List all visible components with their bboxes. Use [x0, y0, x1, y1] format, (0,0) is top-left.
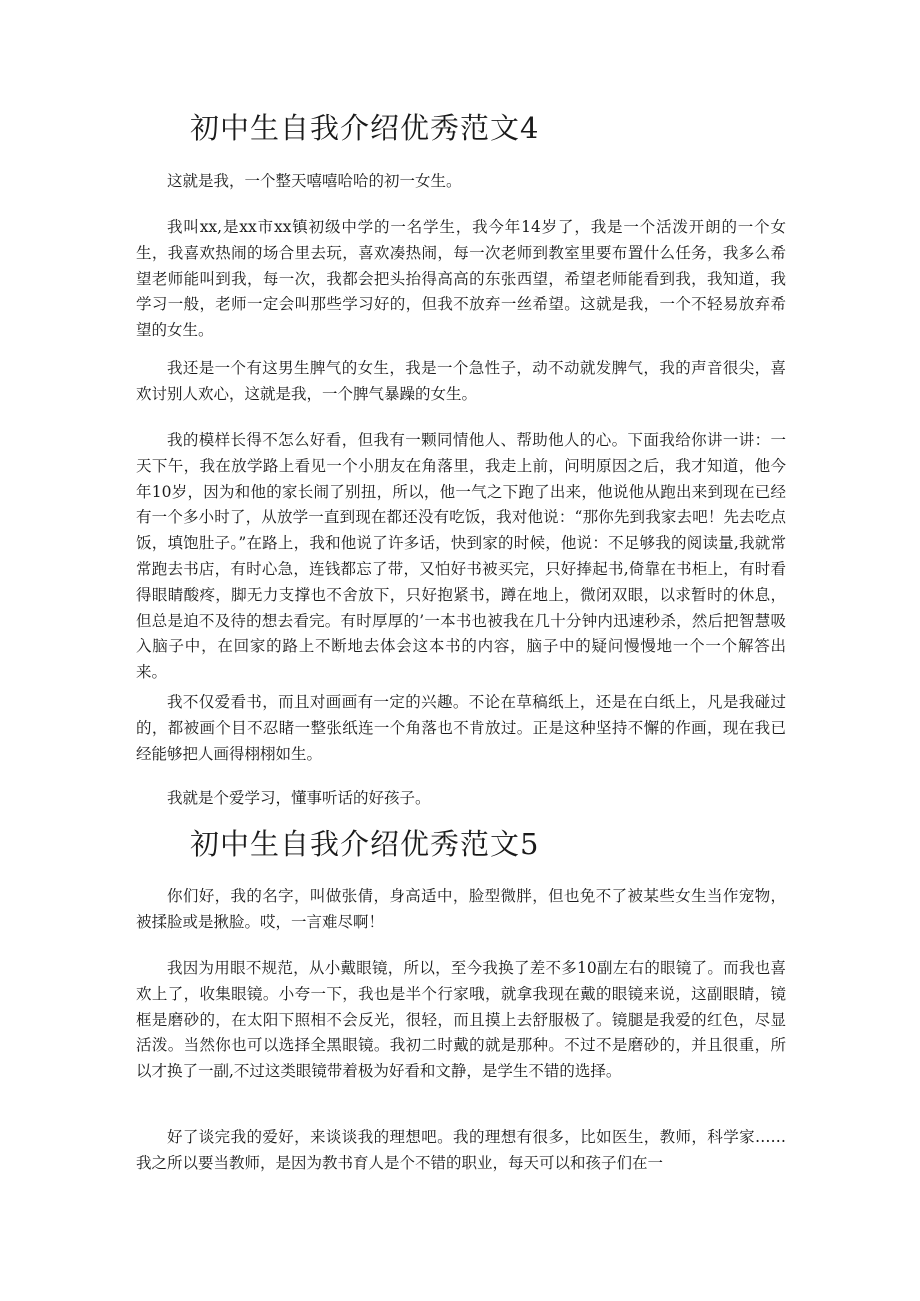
paragraph: 好了谈完我的爱好，来谈谈我的理想吧。我的理想有很多，比如医生，教师，科学家……我之所以要当教师，是因为教书育人是个不错的职业，每天可以和孩子们在一 [136, 1128, 786, 1172]
paragraph: 我因为用眼不规范，从小戴眼镜，所以，至今我换了差不多10副左右的眼镜了。而我也喜欢上了，收集眼镜。小夸一下，我也是半个行家哦，就拿我现在戴的眼镜来说，这副眼睛，镜框是磨砂的，在太阳下照相不会反光，很轻，而且摸上去舒服极了。镜腿是我爱的红色，尽显活泼。当然你也可以选择全黑眼镜。我初二时戴的就是那种。不过不是磨砂的，并且很重，所以才换了一副,不过这类眼镜带着极为好看和文静，是学生不错的选择。 [136, 959, 786, 1081]
paragraph: 我还是一个有这男生脾气的女生，我是一个急性子，动不动就发脾气，我的声音很尖，喜欢讨别人欢心，这就是我，一个脾气暴躁的女生。 [136, 359, 786, 403]
paragraph: 我就是个爱学习，懂事听话的好孩子。 [167, 789, 431, 807]
paragraph: 我不仅爱看书，而且对画画有一定的兴趣。不论在草稿纸上，还是在白纸上，凡是我碰过的，都被画个目不忍睹一整张纸连一个角落也不肯放过。正是这种坚持不懈的作画，现在我已经能够把人画得栩栩如生。 [136, 693, 786, 763]
section-title: 初中生自我介绍优秀范文5 [190, 827, 540, 861]
paragraph: 我的模样长得不怎么好看，但我有一颗同情他人、帮助他人的心。下面我给你讲一讲：一天下午，我在放学路上看见一个小朋友在角落里，我走上前，问明原因之后，我才知道，他今年10岁，因为和他的家长闹了别扭，所以，他一气之下跑了出来，他说他从跑出来到现在已经有一个多小时了，从放学一直到现在都还没有吃饭，我对他说：“那你先到我家去吧！先去吃点饭，填饱肚子。”在路上，我和他说了许多话，快到家的时候，他说：不足够我的阅读量,我就常常跑去书店，有时心急，连钱都忘了带，又怕好书被买完，只好捧起书,倚靠在书柜上，有时看得眼睛酸疼，脚无力支撑也不舍放下，只好抱紧书，蹲在地上，微闭双眼，以求暂时的休息，但总是迫不及待的想去看完。有时厚厚的’一本书也被我在几十分钟内迅速秒杀，然后把智慧吸入脑子中，在回家的路上不断地去体会这本书的内容，脑子中的疑问慢慢地一个一个解答出来。 [136, 431, 786, 682]
paragraph: 这就是我，一个整天嘻嘻哈哈的初一女生。 [167, 172, 462, 190]
section-title: 初中生自我介绍优秀范文4 [190, 111, 540, 145]
paragraph: 你们好，我的名字，叫做张倩，身高适中，脸型微胖，但也免不了被某些女生当作宠物，被揉脸或是揪脸。哎，一言难尽啊！ [136, 887, 786, 931]
paragraph: 我叫xx,是xx市xx镇初级中学的一名学生，我今年14岁了，我是一个活泼开朗的一个女生，我喜欢热闹的场合里去玩，喜欢凑热闹，每一次老师到教室里要布置什么任务，我多么希望老师能叫到我，每一次，我都会把头抬得高高的东张西望，希望老师能看到我，我知道，我学习一般，老师一定会叫那些学习好的，但我不放弃一丝希望。这就是我，一个不轻易放弃希望的女生。 [136, 218, 786, 340]
